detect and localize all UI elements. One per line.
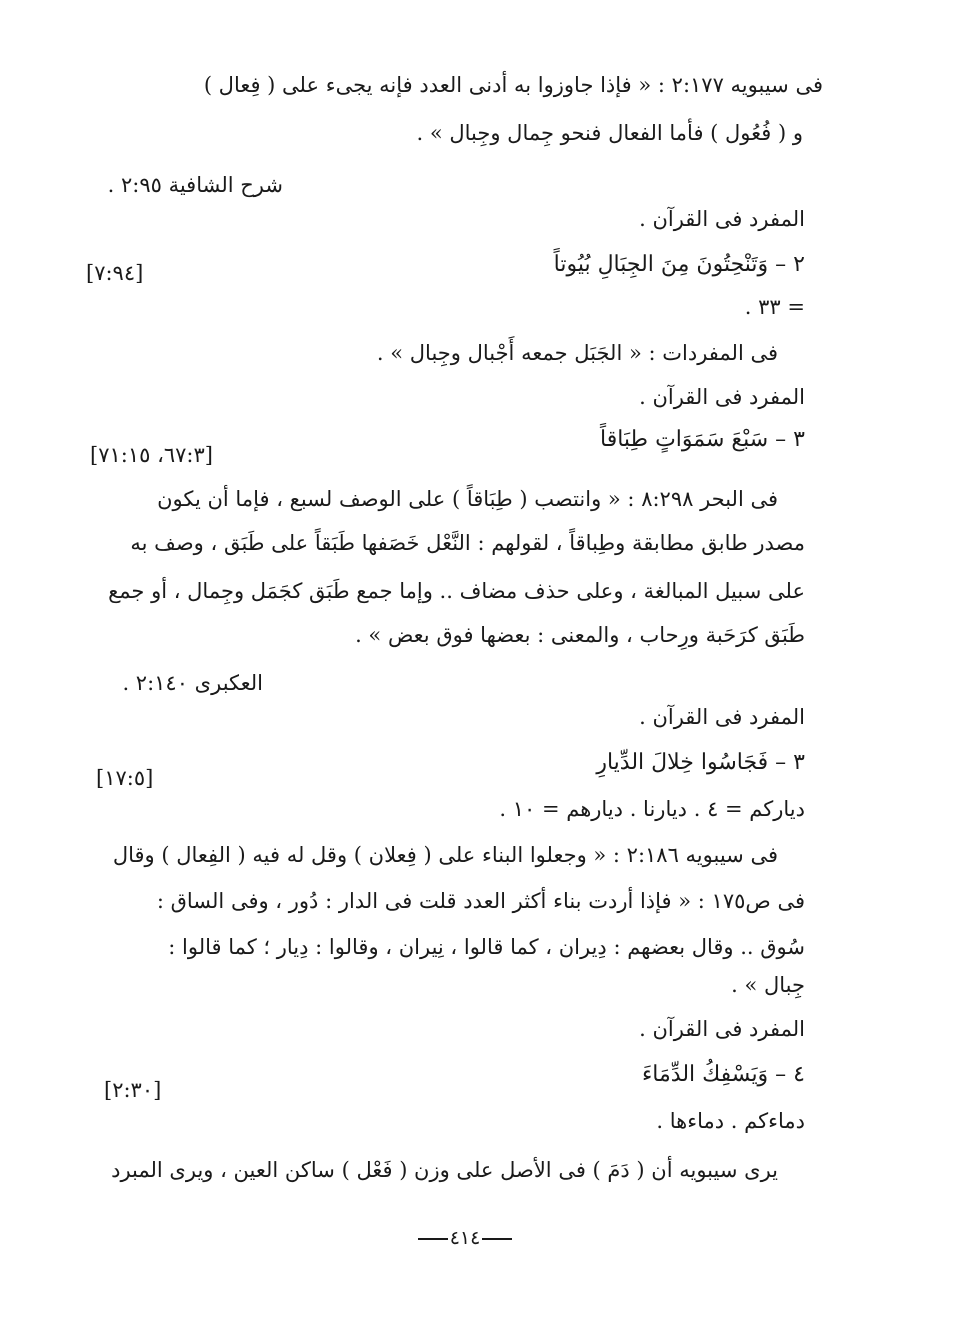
- source-citation: شرح الشافية ٢:٩٥ .: [107, 173, 283, 197]
- text-line: = ٣٣ .: [744, 295, 805, 319]
- quran-verse: ٣ – فَجَاسُوا خِلالَ الدِّيارِ: [596, 750, 805, 775]
- section-heading: المفرد فى القرآن .: [639, 207, 805, 231]
- verse-reference: [٦٧:٣، ٧١:١٥]: [90, 443, 213, 467]
- text-line: فى المفردات : « الجَبَل جمعه أَجْبال وجِبال » .: [376, 341, 778, 365]
- text-line: فى سيبويه ٢:١٨٦ : « وجعلوا البناء على ( فِعلان ) وقل له فيه ( الفِعال ) وقال: [112, 843, 778, 867]
- section-heading: المفرد فى القرآن .: [639, 705, 805, 729]
- page-number-value: ٤١٤: [449, 1227, 481, 1249]
- verse-reference: [٧:٩٤]: [86, 261, 144, 285]
- text-line: يرى سيبويه أن ( دَمَ ) فى الأصل على وزن ( فَعْل ) ساكن العين ، ويرى المبرد: [111, 1158, 778, 1182]
- text-line: دياركم = ٤ . ديارنا . ديارهم = ١٠ .: [499, 797, 805, 821]
- text-line: فى ص١٧٥ : « فإذا أردت بناء أكثر العدد قلت فى الدار : دُور ، وفى الساق :: [156, 889, 805, 913]
- text-line: سُوق .. وقال بعضهم : دِيران ، كما قالوا ، نِيران ، وقالوا : دِيار ؛ كما قالوا :: [168, 935, 805, 959]
- section-heading: المفرد فى القرآن .: [639, 1017, 805, 1041]
- text-line: على سبيل المبالغة ، وعلى حذف مضاف .. وإما جمع طَبَق كجَمَل وجِمال ، أو جمع: [108, 579, 805, 603]
- text-line: طَبَق كرَحَبة ورِحاب ، والمعنى : بعضها فوق بعض » .: [355, 623, 805, 647]
- verse-reference: [٢:٣٠]: [104, 1078, 162, 1102]
- text-line: مصدر طابق مطابقة وطِباقاً ، لقولهم : النَّعْل خَصَفها طَبَقاً على طَبَق ، وصف به: [130, 531, 805, 555]
- page-number-dash: [418, 1238, 448, 1240]
- verse-reference: [١٧:٥]: [96, 766, 154, 790]
- text-line: فى سيبويه ٢:١٧٧ : « فإذا جاوزوا به أدنى العدد فإنه يجىء على ( فِعال ): [203, 73, 823, 97]
- section-heading: المفرد فى القرآن .: [639, 385, 805, 409]
- quran-verse: ٤ – وَيَسْفِكُ الدِّمَاءَ: [641, 1062, 805, 1087]
- page-number-dash: [482, 1238, 512, 1240]
- text-line: فى البحر ٨:٢٩٨ : « وانتصب ( طِبَاقاً ) على الوصف لسبع ، فإما أن يكون: [157, 487, 778, 511]
- source-citation: العكبرى ٢:١٤٠ .: [122, 671, 263, 695]
- text-line: جِبال » .: [731, 973, 805, 997]
- text-line: دماءكم . دماءها .: [656, 1109, 805, 1133]
- quran-verse: ٣ – سَبْعَ سَمَوَاتٍ طِبَاقاً: [600, 427, 805, 452]
- page-number: [405, 1226, 525, 1250]
- quran-verse: ٢ – وَتَنْحِتُونَ مِنَ الجِبَالِ بُيُوتاً: [553, 252, 805, 277]
- text-line: و ( فُعُول ) فأما الفعال فنحو جِمال وجِبال » .: [416, 121, 803, 145]
